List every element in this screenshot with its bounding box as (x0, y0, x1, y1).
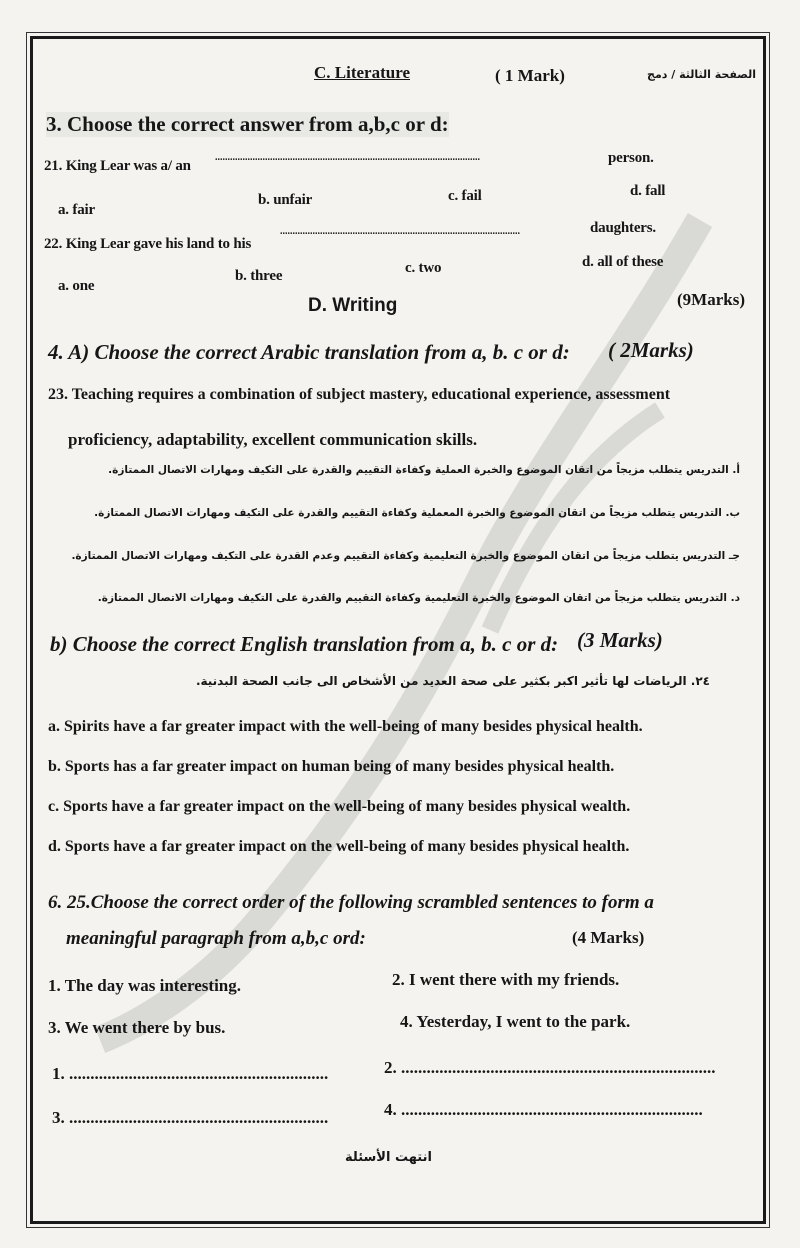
writing-marks: (9Marks) (677, 290, 745, 309)
section-title: C. Literature (314, 63, 410, 82)
answer-blank-1[interactable]: 1. ............................................................. (52, 1064, 329, 1083)
writing-title: D. Writing (308, 295, 398, 316)
q22-option-a[interactable]: a. one (58, 278, 95, 294)
q22-stem: 22. King Lear gave his land to his (44, 236, 252, 252)
q22-blank[interactable]: ................................................................................................ (280, 226, 520, 237)
sentence-1: 1. The day was interesting. (48, 976, 242, 995)
q23-option-a[interactable]: أ. التدريس يتطلب مزيجاً من اتقان الموضوع والخبرة العملية وكفاءة التقييم والقدرة على التكيف ومهارات الاتصال الممتازة. (108, 464, 740, 476)
sentence-3: 3. We went there by bus. (48, 1018, 226, 1037)
q21-option-d[interactable]: d. fall (630, 183, 666, 199)
sentence-4: 4. Yesterday, I went to the park. (400, 1012, 631, 1031)
answer-blank-2[interactable]: 2. .......................................................................... (384, 1058, 716, 1077)
q23-stem-line2: proficiency, adaptability, excellent communication skills. (68, 430, 478, 449)
q24-option-a[interactable]: a. Spirits have a far greater impact with the well-being of many besides physical health. (48, 718, 643, 735)
q4a-title: 4. A) Choose the correct Arabic translation from a, b. c or d: (48, 340, 570, 364)
q6-marks: (4 Marks) (572, 928, 645, 947)
q21-option-b[interactable]: b. unfair (258, 192, 313, 208)
q23-option-d[interactable]: د. التدريس يتطلب مزيجاً من اتقان الموضوع والخبرة التعليمية وكفاءة التقييم والقدرة على التكيف ومهارات الاتصال الممتازة. (97, 592, 740, 604)
answer-blank-3[interactable]: 3. ............................................................. (52, 1108, 329, 1127)
q22-option-d[interactable]: d. all of these (582, 254, 664, 270)
q4b-marks: (3 Marks) (577, 628, 663, 652)
q21-blank[interactable]: .......................................................................................................... (215, 152, 480, 163)
q21-stem: 21. King Lear was a/ an (44, 158, 191, 174)
sentence-2: 2. I went there with my friends. (392, 970, 620, 989)
page-label: الصفحة الثالثة / دمج (647, 68, 756, 81)
end-of-questions: انتهت الأسئلة (345, 1150, 432, 1165)
q22-end: daughters. (590, 220, 656, 236)
q6-title-line1: 6. 25.Choose the correct order of the following scrambled sentences to form a (48, 892, 654, 913)
q24-option-c[interactable]: c. Sports have a far greater impact on the well-being of many besides physical wealth. (48, 798, 631, 815)
q21-option-a[interactable]: a. fair (58, 202, 95, 218)
q23-option-b[interactable]: ب. التدريس يتطلب مزيجاً من اتقان الموضوع والخبرة المعملية وكفاءة التقييم والقدرة على التكيف ومهارات الاتصال الممتازة. (94, 507, 740, 519)
section-marks: ( 1 Mark) (495, 66, 565, 85)
q24-stem: ٢٤. الرياضات لها تأثير اكبر بكثير على صحة العديد من الأشخاص الى جانب الصحة البدنية. (195, 674, 710, 688)
q23-option-c[interactable]: جـ التدريس يتطلب مزيجاً من اتقان الموضوع والخبرة التعليمية وكفاءة التقييم وعدم القدرة على التكيف ومهارات الاتصال الممتازة. (71, 550, 740, 562)
q6-title-line2: meaningful paragraph from a,b,c ord: (66, 928, 366, 949)
q21-option-c[interactable]: c. fail (448, 188, 482, 204)
q4a-marks: ( 2Marks) (608, 338, 694, 362)
q23-stem-line1: 23. Teaching requires a combination of subject mastery, educational experience, assessment (48, 386, 671, 403)
q4b-title: b) Choose the correct English translation from a, b. c or d: (50, 632, 559, 656)
q24-option-b[interactable]: b. Sports has a far greater impact on human being of many besides physical health. (48, 758, 615, 775)
q24-option-d[interactable]: d. Sports have a far greater impact on the well-being of many besides physical health. (48, 838, 630, 855)
q3-title: 3. Choose the correct answer from a,b,c or d: (46, 112, 449, 136)
q22-option-c[interactable]: c. two (405, 260, 442, 276)
q22-option-b[interactable]: b. three (235, 268, 283, 284)
answer-blank-4[interactable]: 4. ....................................................................... (384, 1100, 703, 1119)
q21-end: person. (608, 150, 654, 166)
